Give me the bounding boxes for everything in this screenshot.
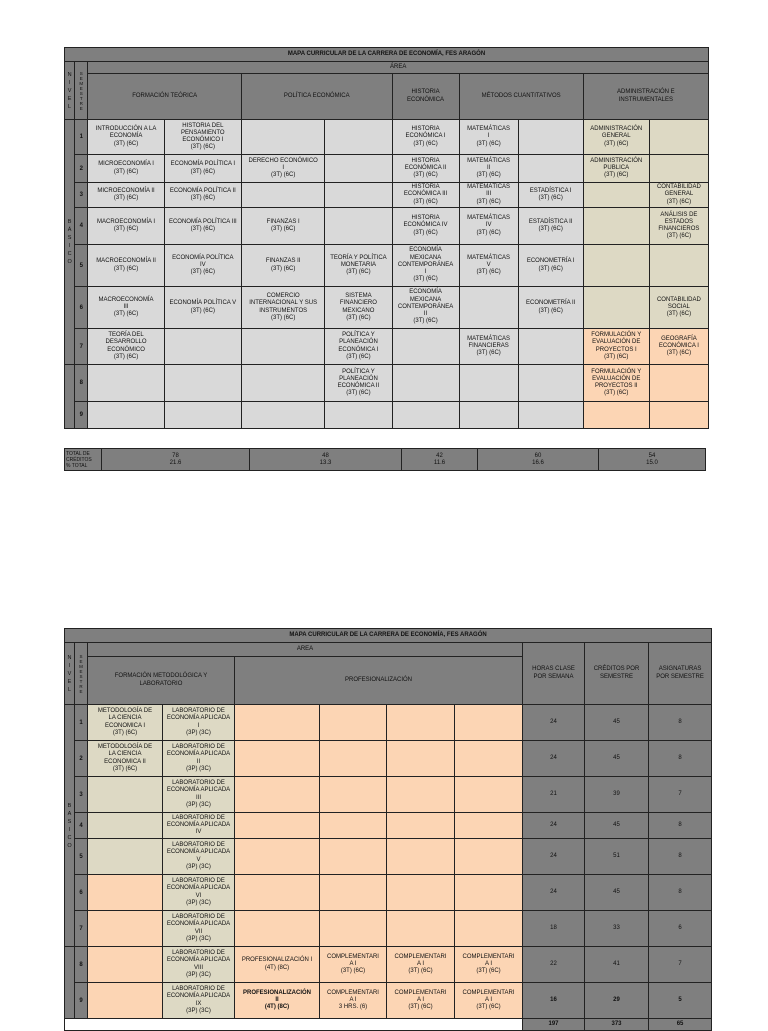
semester-number: 7 (75, 911, 88, 947)
course-cell (235, 741, 320, 777)
credits-totals-table (64, 448, 706, 471)
course-cell (387, 875, 455, 911)
semester-number: 1 (75, 705, 88, 741)
asignaturas-header: ASIGNATURAS POR SEMESTRE (649, 643, 712, 705)
course-cell: COMPLEMENTARI A I (3T) (6C) (387, 947, 455, 983)
course-cell: ECONOMÍA MEXICANA CONTEMPORÁNEA II (3T) (6C) (392, 287, 459, 329)
semester-number: 7 (75, 329, 88, 365)
course-cell (387, 777, 455, 813)
course-cell: COMPLEMENTARI A I (3T) (6C) (455, 947, 523, 983)
horas-value: 24 (523, 741, 585, 777)
course-cell: FINANZAS I (3T) (6C) (241, 208, 324, 245)
semester-number: 8 (75, 947, 88, 983)
course-cell (241, 402, 324, 429)
course-cell: ECONOMÍA POLÍTICA II (3T) (6C) (164, 183, 241, 208)
course-cell: METODOLOGÍA DE LA CIENCIA ECONOMICA II (3T) (6C) (88, 741, 163, 777)
course-cell (518, 402, 583, 429)
course-cell: HISTORIA ECONÓMICA IV (3T) (6C) (392, 208, 459, 245)
course-cell (518, 120, 583, 155)
asignaturas-value: 8 (649, 741, 712, 777)
semester-number: 8 (75, 365, 88, 402)
asignaturas-value: 5 (649, 983, 712, 1019)
course-cell (320, 911, 387, 947)
course-cell: ESTADÍSTICA I (3T) (6C) (518, 183, 583, 208)
course-cell: LABORATORIO DE ECONOMÍA APLICADA VI (3P) (3C) (163, 875, 235, 911)
horas-value: 24 (523, 813, 585, 839)
course-cell (320, 875, 387, 911)
nivel-header: N I V E L (65, 62, 75, 120)
course-cell (583, 208, 649, 245)
course-cell (241, 329, 324, 365)
course-cell: HISTORIA DEL PENSAMIENTO ECONÓMICO I (3T) (6C) (164, 120, 241, 155)
asignaturas-value: 7 (649, 777, 712, 813)
course-cell: FORMULACIÓN Y EVALUACIÓN DE PROYECTOS I (3T) (6C) (583, 329, 649, 365)
course-cell: SISTEMA FINANCIERO MEXICANO (3T) (6C) (325, 287, 392, 329)
course-cell: COMPLEMENTARI A I (3T) (6C) (455, 983, 523, 1019)
nivel-empty (65, 365, 75, 429)
course-cell: MATEMÁTICAS I (3T) (6C) (459, 120, 518, 155)
course-cell (387, 741, 455, 777)
course-cell: POLÍTICA Y PLANEACIÓN ECONÓMICA II (3T) (6C) (325, 365, 392, 402)
course-cell (241, 120, 324, 155)
course-cell (320, 813, 387, 839)
course-cell (387, 839, 455, 875)
course-cell (235, 705, 320, 741)
course-cell: ESTADÍSTICA II (3T) (6C) (518, 208, 583, 245)
course-cell: PROFESIONALIZACIÓN II (4T) (8C) (235, 983, 320, 1019)
course-cell (518, 155, 583, 183)
course-cell: LABORATORIO DE ECONOMÍA APLICADA VIII (3P) (3C) (163, 947, 235, 983)
course-cell: HISTORIA ECONÓMICA I (3T) (6C) (392, 120, 459, 155)
course-cell (88, 813, 163, 839)
creditos-value: 45 (585, 875, 649, 911)
course-cell (320, 777, 387, 813)
course-cell: ANÁLISIS DE ESTADOS FINANCIEROS (3T) (6C) (649, 208, 708, 245)
course-cell (649, 245, 708, 287)
course-cell: COMERCIO INTERNACIONAL Y SUS INSTRUMENTOS (3T) (6C) (241, 287, 324, 329)
horas-value: 24 (523, 875, 585, 911)
semester-number: 3 (75, 777, 88, 813)
course-cell (455, 777, 523, 813)
course-cell: CONTABILIDAD SOCIAL (3T) (6C) (649, 287, 708, 329)
creditos-header: CRÉDITOS POR SEMESTRE (585, 643, 649, 705)
course-cell: ECONOMÍA POLÍTICA IV (3T) (6C) (164, 245, 241, 287)
course-cell: ECONOMETRÍA I (3T) (6C) (518, 245, 583, 287)
course-cell (455, 875, 523, 911)
creditos-value: 45 (585, 705, 649, 741)
horas-clase-header: HORAS CLASE POR SEMANA (523, 643, 585, 705)
course-cell: ECONOMETRÍA II (3T) (6C) (518, 287, 583, 329)
course-cell (235, 777, 320, 813)
course-cell: TEORÍA Y POLÍTICA MONETARIA (3T) (6C) (325, 245, 392, 287)
course-cell (320, 741, 387, 777)
course-cell: TEORÍA DEL DESARROLLO ECONÓMICO (3T) (6C) (88, 329, 164, 365)
course-cell: HISTORIA ECONÓMICA III (3T) (6C) (392, 183, 459, 208)
course-cell (88, 365, 164, 402)
course-cell: HISTORIA ECONÓMICA II (3T) (6C) (392, 155, 459, 183)
course-cell (164, 365, 241, 402)
course-cell (325, 183, 392, 208)
course-cell (387, 705, 455, 741)
course-cell: ADMINISTRACIÓN PUBLICA (3T) (6C) (583, 155, 649, 183)
curriculum-table-2 (64, 628, 712, 1031)
area-formacion-metodologica: FORMACIÓN METODOLÓGICA Y LABORATORIO (88, 657, 235, 705)
course-cell (88, 911, 163, 947)
course-cell: MATEMÁTICAS FINANCIERAS (3T) (6C) (459, 329, 518, 365)
course-cell (387, 911, 455, 947)
course-cell: ADMINISTRACIÓN GENERAL (3T) (6C) (583, 120, 649, 155)
course-cell (88, 875, 163, 911)
course-cell (387, 813, 455, 839)
creditos-value: 33 (585, 911, 649, 947)
course-cell (235, 875, 320, 911)
course-cell: COMPLEMENTARI A I 3 HRS. (6) (320, 983, 387, 1019)
nivel-basico: B Á S I C O (65, 120, 75, 365)
area-politica-economica: POLÍTICA ECONÓMICA (241, 74, 392, 120)
course-cell (392, 329, 459, 365)
course-cell: COMPLEMENTARI A I (3T) (6C) (387, 983, 455, 1019)
course-cell: LABORATORIO DE ECONOMÍA APLICADA VII (3P) (3C) (163, 911, 235, 947)
course-cell (459, 365, 518, 402)
course-cell: METODOLOGÍA DE LA CIENCIA ECONOMICA I (3T) (6C) (88, 705, 163, 741)
course-cell: MICROECONOMÍA II (3T) (6C) (88, 183, 164, 208)
course-cell (241, 365, 324, 402)
creditos-value: 45 (585, 813, 649, 839)
asignaturas-value: 8 (649, 705, 712, 741)
course-cell: MACROECONOMÍA II (3T) (6C) (88, 245, 164, 287)
course-cell (455, 741, 523, 777)
course-cell: LABORATORIO DE ECONOMÍA APLICADA IX (3P) (3C) (163, 983, 235, 1019)
table2-title: MAPA CURRICULAR DE LA CARRERA DE ECONOMÍA, FES ARAGÓN (65, 629, 712, 643)
creditos-value: 39 (585, 777, 649, 813)
course-cell (164, 329, 241, 365)
semester-number: 5 (75, 839, 88, 875)
course-cell (241, 183, 324, 208)
course-cell (88, 402, 164, 429)
creditos-value: 29 (585, 983, 649, 1019)
course-cell (583, 183, 649, 208)
course-cell (235, 839, 320, 875)
creditos-value: 41 (585, 947, 649, 983)
course-cell: LABORATORIO DE ECONOMÍA APLICADA III (3P) (3C) (163, 777, 235, 813)
course-cell: MACROECONOMÍA III (3T) (6C) (88, 287, 164, 329)
course-cell (583, 245, 649, 287)
course-cell (325, 208, 392, 245)
semester-number: 6 (75, 287, 88, 329)
semester-number: 9 (75, 983, 88, 1019)
horas-value: 24 (523, 705, 585, 741)
total-creditos: 373 (585, 1019, 649, 1031)
total-politica-economica: 48 13.3 (250, 449, 402, 471)
course-cell: MATEMÁTICAS V (3T) (6C) (459, 245, 518, 287)
course-cell (649, 120, 708, 155)
course-cell (455, 911, 523, 947)
creditos-value: 51 (585, 839, 649, 875)
total-horas: 197 (523, 1019, 585, 1031)
area-header: AREA (88, 643, 523, 657)
course-cell: GEOGRAFÍA ECONÓMICA I (3T) (6C) (649, 329, 708, 365)
asignaturas-value: 7 (649, 947, 712, 983)
course-cell (649, 155, 708, 183)
course-cell: LABORATORIO DE ECONOMÍA APLICADA II (3P) (3C) (163, 741, 235, 777)
course-cell (164, 402, 241, 429)
semester-number: 9 (75, 402, 88, 429)
creditos-value: 45 (585, 741, 649, 777)
asignaturas-value: 8 (649, 839, 712, 875)
total-historia-economica: 42 11.6 (402, 449, 478, 471)
course-cell (320, 705, 387, 741)
area-header: ÁREA (88, 62, 709, 74)
course-cell: MATEMÁTICAS IV (3T) (6C) (459, 208, 518, 245)
course-cell (88, 947, 163, 983)
horas-value: 18 (523, 911, 585, 947)
course-cell: MACROECONOMÍA I (3T) (6C) (88, 208, 164, 245)
total-asignaturas: 65 (649, 1019, 712, 1031)
area-formacion-teorica: FORMACIÓN TEÓRICA (88, 74, 242, 120)
area-profesionalizacion: PROFESIONALIZACIÓN (235, 657, 523, 705)
horas-value: 21 (523, 777, 585, 813)
semestre-header: S E M E S T R E (75, 62, 88, 120)
course-cell: FINANZAS II (3T) (6C) (241, 245, 324, 287)
area-metodos-cuantitativos: MÉTODOS CUANTITATIVOS (459, 74, 583, 120)
course-cell (88, 983, 163, 1019)
course-cell: MATEMÁTICAS III (3T) (6C) (459, 183, 518, 208)
course-cell: PROFESIONALIZACIÓN I (4T) (8C) (235, 947, 320, 983)
course-cell: FORMULACIÓN Y EVALUACIÓN DE PROYECTOS II (3T) (6C) (583, 365, 649, 402)
semester-number: 4 (75, 208, 88, 245)
course-cell (518, 365, 583, 402)
course-cell: ECONOMÍA POLÍTICA III (3T) (6C) (164, 208, 241, 245)
course-cell (392, 365, 459, 402)
semester-number: 2 (75, 155, 88, 183)
course-cell (649, 402, 708, 429)
horas-value: 22 (523, 947, 585, 983)
course-cell (325, 120, 392, 155)
course-cell: ECONOMÍA POLÍTICA I (3T) (6C) (164, 155, 241, 183)
asignaturas-value: 8 (649, 813, 712, 839)
table1-title: MAPA CURRICULAR DE LA CARRERA DE ECONOMÍA, FES ARAGÓN (65, 48, 709, 62)
course-cell: LABORATORIO DE ECONOMÍA APLICADA I (3P) (3C) (163, 705, 235, 741)
total-metodos-cuantitativos: 60 16.6 (478, 449, 599, 471)
course-cell: COMPLEMENTARI A I (3T) (6C) (320, 947, 387, 983)
asignaturas-value: 6 (649, 911, 712, 947)
course-cell (88, 777, 163, 813)
course-cell (459, 287, 518, 329)
course-cell (583, 287, 649, 329)
course-cell (455, 813, 523, 839)
totals-label: TOTAL DE CRÉDITOS % TOTAL (65, 449, 102, 471)
area-historia-economica: HISTORIA ECONÓMICA (392, 74, 459, 120)
asignaturas-value: 8 (649, 875, 712, 911)
course-cell (320, 839, 387, 875)
bottom-blank (65, 1019, 523, 1031)
nivel-header: N I V E L (65, 643, 75, 705)
total-formacion-teorica: 78 21.6 (102, 449, 250, 471)
course-cell: ECONOMÍA POLÍTICA V (3T) (6C) (164, 287, 241, 329)
semester-number: 5 (75, 245, 88, 287)
semester-number: 4 (75, 813, 88, 839)
area-administracion: ADMINISTRACIÓN E INSTRUMENTALES (583, 74, 708, 120)
horas-value: 16 (523, 983, 585, 1019)
course-cell: LABORATORIO DE ECONOMÍA APLICADA IV (163, 813, 235, 839)
course-cell (88, 839, 163, 875)
course-cell (235, 813, 320, 839)
course-cell: MICROECONOMÍA I (3T) (6C) (88, 155, 164, 183)
semestre-header: S E M E S T R E (75, 643, 88, 705)
course-cell: LABORATORIO DE ECONOMÍA APLICADA V (3P) (3C) (163, 839, 235, 875)
semester-number: 3 (75, 183, 88, 208)
course-cell (459, 402, 518, 429)
curriculum-table-1 (64, 47, 709, 429)
semester-number: 1 (75, 120, 88, 155)
course-cell: POLÍTICA Y PLANEACIÓN ECONÓMICA I (3T) (6C) (325, 329, 392, 365)
course-cell (583, 402, 649, 429)
course-cell (518, 329, 583, 365)
semester-number: 2 (75, 741, 88, 777)
course-cell: DERECHO ECONÓMICO I (3T) (6C) (241, 155, 324, 183)
course-cell: CONTABILIDAD GENERAL (3T) (6C) (649, 183, 708, 208)
course-cell: INTRODUCCIÓN A LA ECONOMÍA (3T) (6C) (88, 120, 164, 155)
course-cell (392, 402, 459, 429)
course-cell (325, 402, 392, 429)
total-administracion: 54 15.0 (599, 449, 706, 471)
course-cell (649, 365, 708, 402)
course-cell (455, 839, 523, 875)
course-cell: MATEMÁTICAS II (3T) (6C) (459, 155, 518, 183)
semester-number: 6 (75, 875, 88, 911)
horas-value: 24 (523, 839, 585, 875)
course-cell (455, 705, 523, 741)
course-cell: ECONOMÍA MEXICANA CONTEMPORÁNEA I (3T) (6C) (392, 245, 459, 287)
nivel-basico: B A S I C O (65, 705, 75, 947)
course-cell (235, 911, 320, 947)
nivel-empty (65, 947, 75, 1019)
course-cell (325, 155, 392, 183)
